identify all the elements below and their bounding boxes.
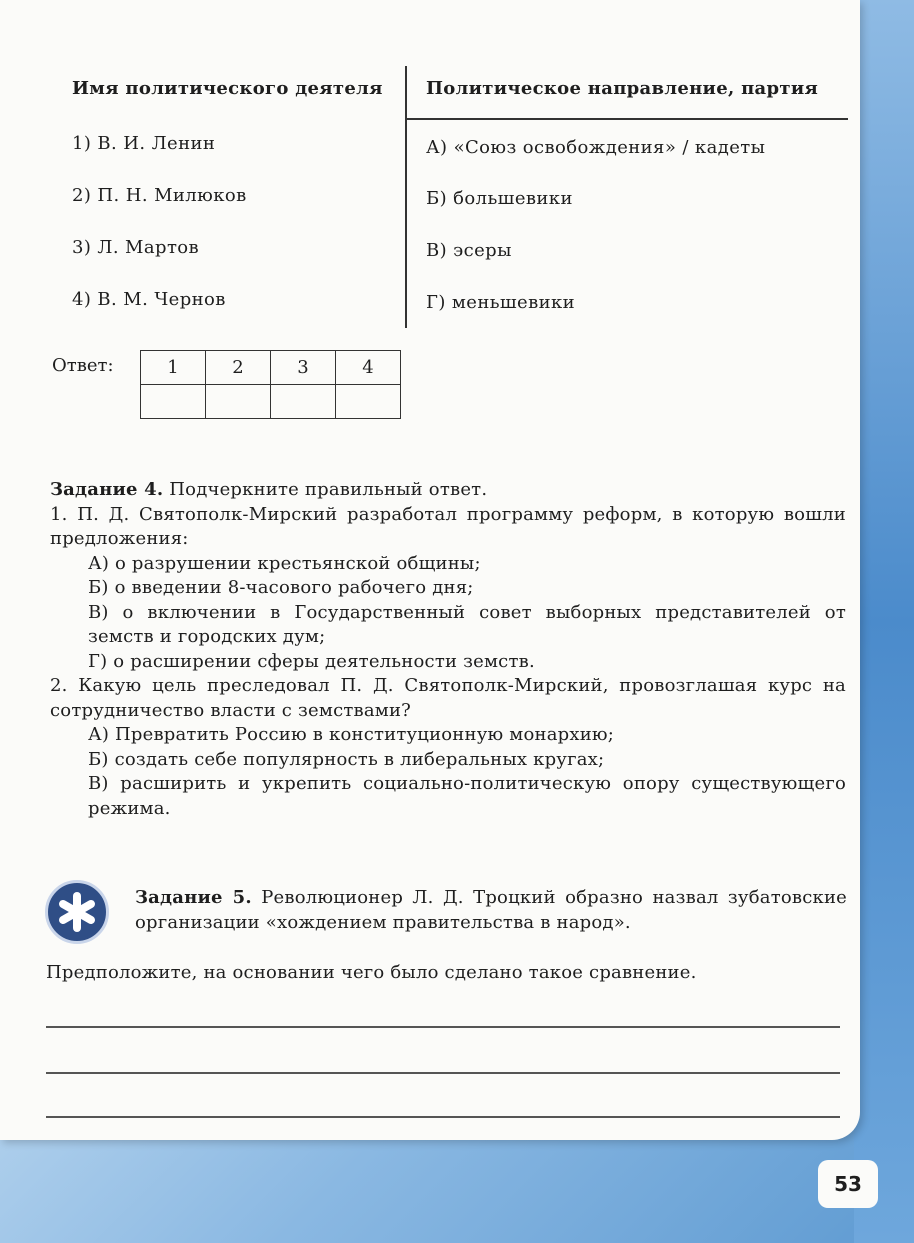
- person-item: 2) П. Н. Милюков: [72, 185, 247, 206]
- task-4: [50, 478, 846, 821]
- task-4-instruction: Подчеркните правильный ответ.: [169, 479, 488, 500]
- answer-cell[interactable]: [206, 385, 271, 419]
- table-header-party: Политическое направление, партия: [426, 78, 819, 99]
- person-item: 4) В. М. Чернов: [72, 289, 226, 310]
- answer-cell[interactable]: [141, 385, 206, 419]
- table-header-person: Имя политического деятеля: [72, 78, 383, 99]
- option-item[interactable]: В) о включении в Государственный совет выборных представителей от земств и городских дум;: [88, 601, 846, 647]
- option-item[interactable]: А) Превратить Россию в конституционную монархию;: [88, 724, 615, 745]
- answer-number: 1: [141, 351, 206, 385]
- option-item[interactable]: Б) создать себе популярность в либеральных кругах;: [88, 748, 605, 770]
- answer-label: Ответ:: [52, 355, 114, 376]
- answer-grid: [140, 350, 401, 419]
- question-2: 2. Какую цель преследовал П. Д. Святополк-Мирский, провозглашая курс на сотрудничество власти с земствами?: [50, 675, 846, 721]
- answer-cell[interactable]: [336, 385, 401, 419]
- table-divider-vertical: [405, 66, 407, 328]
- task-5-prompt: Предположите, на основании чего было сделано такое сравнение.: [46, 962, 697, 983]
- page-number: 53: [818, 1160, 878, 1208]
- answer-line[interactable]: [46, 1026, 840, 1028]
- answer-number: 2: [206, 351, 271, 385]
- answer-line[interactable]: [46, 1072, 840, 1074]
- party-item: Г) меньшевики: [426, 292, 576, 313]
- answer-number: 3: [271, 351, 336, 385]
- person-item: 1) В. И. Ленин: [72, 133, 216, 154]
- option-item[interactable]: Б) о введении 8-часового рабочего дня;: [88, 577, 474, 598]
- person-item: 3) Л. Мартов: [72, 237, 200, 258]
- party-item: А) «Союз освобождения» / кадеты: [426, 137, 766, 158]
- question-1: 1. П. Д. Святополк-Мирский разработал программу реформ, в которую вошли предложения:: [50, 503, 846, 549]
- asterisk-icon: [45, 880, 109, 944]
- option-item[interactable]: В) расширить и укрепить социально-политическую опору существующего режима.: [88, 773, 846, 819]
- answer-cell[interactable]: [271, 385, 336, 419]
- task-5-text: Революционер Л. Д. Троцкий образно назвал зубатовские организации «хождением правительства в народ».: [135, 887, 847, 933]
- answer-line[interactable]: [46, 1116, 840, 1118]
- party-item: В) эсеры: [426, 240, 512, 261]
- table-divider-horizontal: [405, 118, 848, 120]
- option-item[interactable]: Г) о расширении сферы деятельности земств.: [88, 650, 535, 672]
- task-5: [135, 886, 847, 935]
- task-5-title: Задание 5.: [135, 887, 252, 908]
- option-item[interactable]: А) о разрушении крестьянской общины;: [88, 552, 481, 574]
- task-4-title: Задание 4.: [50, 479, 164, 500]
- answer-number: 4: [336, 351, 401, 385]
- background-facet-right: [854, 0, 914, 1243]
- party-item: Б) большевики: [426, 188, 573, 209]
